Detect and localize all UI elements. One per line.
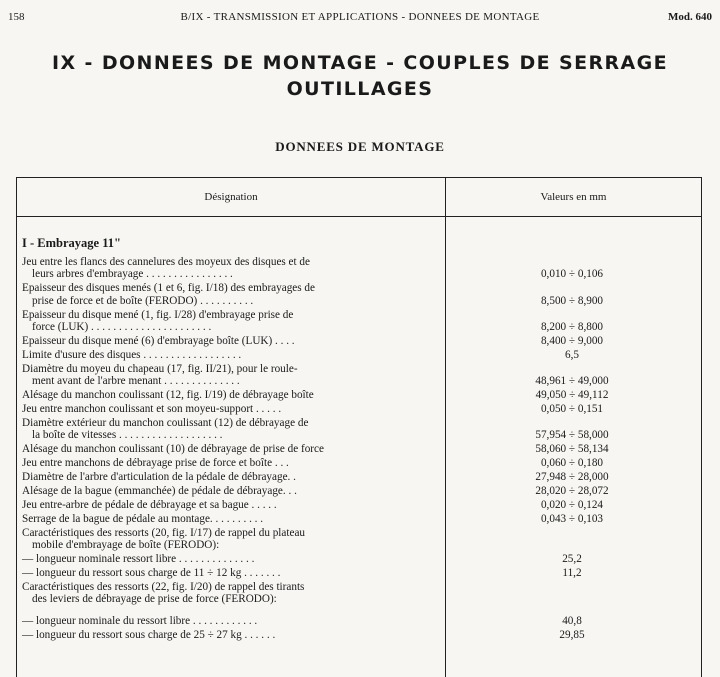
row-value: 8,500 ÷ 8,900	[540, 294, 604, 307]
header-divider	[17, 216, 701, 217]
row-designation-line: Epaisseur du disque mené (6) d'embrayage boîte (LUK) . . . .	[22, 334, 295, 347]
table-row	[22, 349, 702, 361]
table-body	[22, 236, 702, 643]
row-designation-line: Diamètre du moyeu du chapeau (17, fig. II/21), pour le roule-	[22, 362, 298, 375]
table-row	[22, 443, 702, 455]
row-designation-line: Alésage de la bague (emmanchée) de pédale de débrayage. . .	[22, 484, 297, 497]
row-designation-line: ment avant de l'arbre menant . . . . . . . . . . . . . .	[32, 375, 240, 388]
row-designation	[22, 499, 422, 511]
table-row	[22, 457, 702, 469]
row-value: 57,954 ÷ 58,000	[535, 429, 609, 442]
row-value: 11,2	[562, 566, 582, 579]
model-label: Mod. 640	[668, 11, 712, 23]
table-row	[22, 567, 702, 579]
row-designation-line: Epaisseur des disques menés (1 et 6, fig. I/18) des embrayages de	[22, 282, 315, 295]
section-title: DONNEES DE MONTAGE	[275, 139, 445, 154]
row-designation-line: leurs arbres d'embrayage . . . . . . . . . . . . . . . .	[32, 268, 233, 281]
chapter-title-line-2: OUTILLAGES	[286, 78, 434, 100]
table-row	[22, 629, 702, 641]
spring-heading-1-line-2: mobile d'embrayage de boîte (FERODO):	[32, 539, 220, 552]
row-value: 8,200 ÷ 8,800	[540, 321, 604, 334]
row-designation: — longueur nominale du ressort libre . . . . . . . . . . . .	[22, 615, 258, 628]
chapter-title-line-1: IX - DONNEES DE MONTAGE - COUPLES DE SERRAGE	[51, 52, 669, 74]
row-designation: — longueur du ressort sous charge de 11 ÷ 12 kg . . . . . . .	[22, 566, 281, 579]
table-row	[22, 363, 702, 388]
row-designation	[22, 513, 422, 525]
row-designation	[22, 363, 422, 388]
row-designation	[22, 471, 422, 483]
row-designation	[22, 282, 422, 307]
row-value: 0,020 ÷ 0,124	[540, 498, 604, 511]
table-row	[22, 256, 702, 281]
row-value: 0,060 ÷ 0,180	[540, 457, 604, 470]
row-value: 6,5	[565, 348, 579, 361]
row-value: 40,8	[562, 615, 582, 628]
table-rows	[22, 256, 702, 525]
table-row	[22, 485, 702, 497]
row-designation-line: force (LUK) . . . . . . . . . . . . . . . . . . . . . .	[32, 321, 212, 334]
spring-heading-1-line-1: Caractéristiques des ressorts (20, fig. I/17) de rappel du plateau	[22, 526, 306, 539]
row-designation-line: Serrage de la bague de pédale au montage. . . . . . . . . .	[22, 512, 264, 525]
running-title: B/IX - TRANSMISSION ET APPLICATIONS - DONNEES DE MONTAGE	[180, 11, 540, 23]
row-value: 28,020 ÷ 28,072	[535, 484, 609, 497]
row-designation	[22, 403, 422, 415]
spring-heading-2	[22, 581, 702, 606]
spring-heading-1	[22, 527, 702, 552]
table-row	[22, 389, 702, 401]
row-value: 8,400 ÷ 9,000	[540, 334, 604, 347]
spring-heading-2-line-1: Caractéristiques des ressorts (22, fig. I/20) de rappel des tirants	[22, 580, 305, 593]
table-row	[22, 309, 702, 334]
table-row	[22, 471, 702, 483]
table-row	[22, 403, 702, 415]
table-row	[22, 282, 702, 307]
row-designation-line: Jeu entre les flancs des cannelures des moyeux des disques et de	[22, 256, 310, 268]
row-value: 25,2	[562, 552, 582, 565]
row-value: 48,961 ÷ 49,000	[535, 375, 609, 388]
table-row	[22, 417, 702, 442]
page-number: 158	[8, 11, 25, 23]
row-designation	[22, 309, 422, 334]
row-designation-line: Diamètre extérieur du manchon coulissant (12) de débrayage de	[22, 416, 309, 429]
row-designation-line: Alésage du manchon coulissant (10) de débrayage de prise de force	[22, 443, 324, 456]
spring-heading-2-line-2: des leviers de débrayage de prise de force (FERODO):	[32, 593, 277, 606]
row-designation-line: prise de force et de boîte (FERODO) . . . . . . . . . .	[32, 294, 254, 307]
row-designation-line: Limite d'usure des disques . . . . . . . . . . . . . . . . . .	[22, 348, 242, 361]
row-designation-line: Diamètre de l'arbre d'articulation de la pédale de débrayage. .	[22, 471, 296, 483]
row-value: 29,85	[559, 628, 585, 641]
row-designation	[22, 335, 422, 347]
row-designation-line: Alésage du manchon coulissant (12, fig. I/19) de débrayage boîte	[22, 389, 314, 402]
row-designation	[22, 256, 422, 281]
column-header-designation: Désignation	[204, 191, 258, 203]
row-value: 58,060 ÷ 58,134	[535, 443, 609, 456]
row-value: 0,050 ÷ 0,151	[540, 402, 604, 415]
row-designation-line: Jeu entre-arbre de pédale de débrayage et sa bague . . . . .	[22, 498, 277, 511]
row-designation	[22, 349, 422, 361]
table-row	[22, 335, 702, 347]
row-designation	[22, 457, 422, 469]
row-value: 0,010 ÷ 0,106	[540, 268, 604, 281]
group-title: I - Embrayage 11"	[22, 236, 121, 250]
row-designation-line: la boîte de vitesses . . . . . . . . . . . . . . . . . . .	[32, 429, 223, 442]
row-designation: — longueur nominale ressort libre . . . . . . . . . . . . . .	[22, 552, 255, 565]
row-designation: — longueur du ressort sous charge de 25 ÷ 27 kg . . . . . .	[22, 628, 276, 641]
row-designation	[22, 443, 422, 455]
row-designation-line: Jeu entre manchons de débrayage prise de force et boîte . . .	[22, 457, 289, 470]
row-value: 49,050 ÷ 49,112	[535, 389, 609, 402]
row-designation-line: Epaisseur du disque mené (1, fig. I/28) d'embrayage prise de	[22, 308, 294, 321]
row-value: 0,043 ÷ 0,103	[540, 512, 604, 525]
chapter-title	[0, 50, 720, 102]
table-row	[22, 615, 702, 627]
table-row	[22, 553, 702, 565]
running-header	[0, 0, 720, 30]
row-designation	[22, 417, 422, 442]
row-value: 27,948 ÷ 28,000	[535, 471, 609, 483]
row-designation	[22, 485, 422, 497]
table-row	[22, 499, 702, 511]
row-designation-line: Jeu entre manchon coulissant et son moyeu-support . . . . .	[22, 402, 282, 415]
table-row	[22, 513, 702, 525]
row-designation	[22, 389, 422, 401]
column-header-values: Valeurs en mm	[540, 191, 607, 203]
